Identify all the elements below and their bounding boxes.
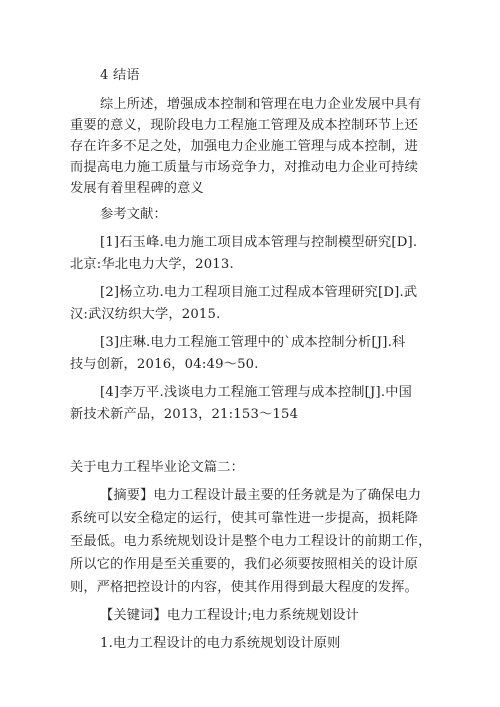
keywords-line: 【关键词】电力工程设计;电力系统规划设计 [100,608,360,623]
conclusion-line-5: 发展有着里程碑的意义 [70,181,204,196]
reference-1-line-2: 北京:华北电力大学，2013. [70,257,234,272]
references-heading: 参考文献： [100,207,167,222]
reference-3-line-1: [3]庄琳.电力工程施工管理中的`成本控制分析[J].科 [100,335,406,350]
reference-2-line-1: [2]杨立功.电力工程项目施工过程成本管理研究[D].武 [100,285,418,300]
conclusion-line-1: 综上所述，增强成本控制和管理在电力企业发展中具有 [100,97,422,112]
reference-4-line-2: 新技术新产品，2013，21:153～154 [70,407,299,422]
reference-2-line-2: 汉:武汉纺织大学，2015. [70,307,221,322]
abstract-line-4: 所以它的作用是至关重要的，我们必须要按照相关的设计原 [70,557,419,572]
abstract-line-5: 则，严格把控设计的内容，使其作用得到最大程度的发挥。 [70,580,419,595]
section-1-heading: 1.电力工程设计的电力系统规划设计原则 [100,636,341,651]
reference-3-line-2: 技与创新，2016，04:49～50. [70,357,259,372]
reference-4-line-1: [4]李万平.浅谈电力工程施工管理与成本控制[J].中国 [100,385,412,400]
conclusion-line-3: 存在许多不足之处，加强电力企业施工管理与成本控制，进 [70,139,419,154]
abstract-line-1: 【摘要】电力工程设计最主要的任务就是为了确保电力 [100,488,422,503]
reference-1-line-1: [1]石玉峰.电力施工项目成本管理与控制模型研究[D]. [100,235,418,250]
abstract-line-2: 系统可以安全稳定的运行，使其可靠性进一步提高，损耗降 [70,511,419,526]
conclusion-line-4: 而提高电力施工质量与市场竞争力，对推动电力企业可持续 [70,160,419,175]
conclusion-heading: 4 结语 [100,68,140,83]
article-2-title: 关于电力工程毕业论文篇二： [70,460,245,475]
conclusion-line-2: 重要的意义，现阶段电力工程施工管理及成本控制环节上还 [70,118,419,133]
abstract-line-3: 至最低。电力系统规划设计是整个电力工程设计的前期工作， [70,534,432,549]
